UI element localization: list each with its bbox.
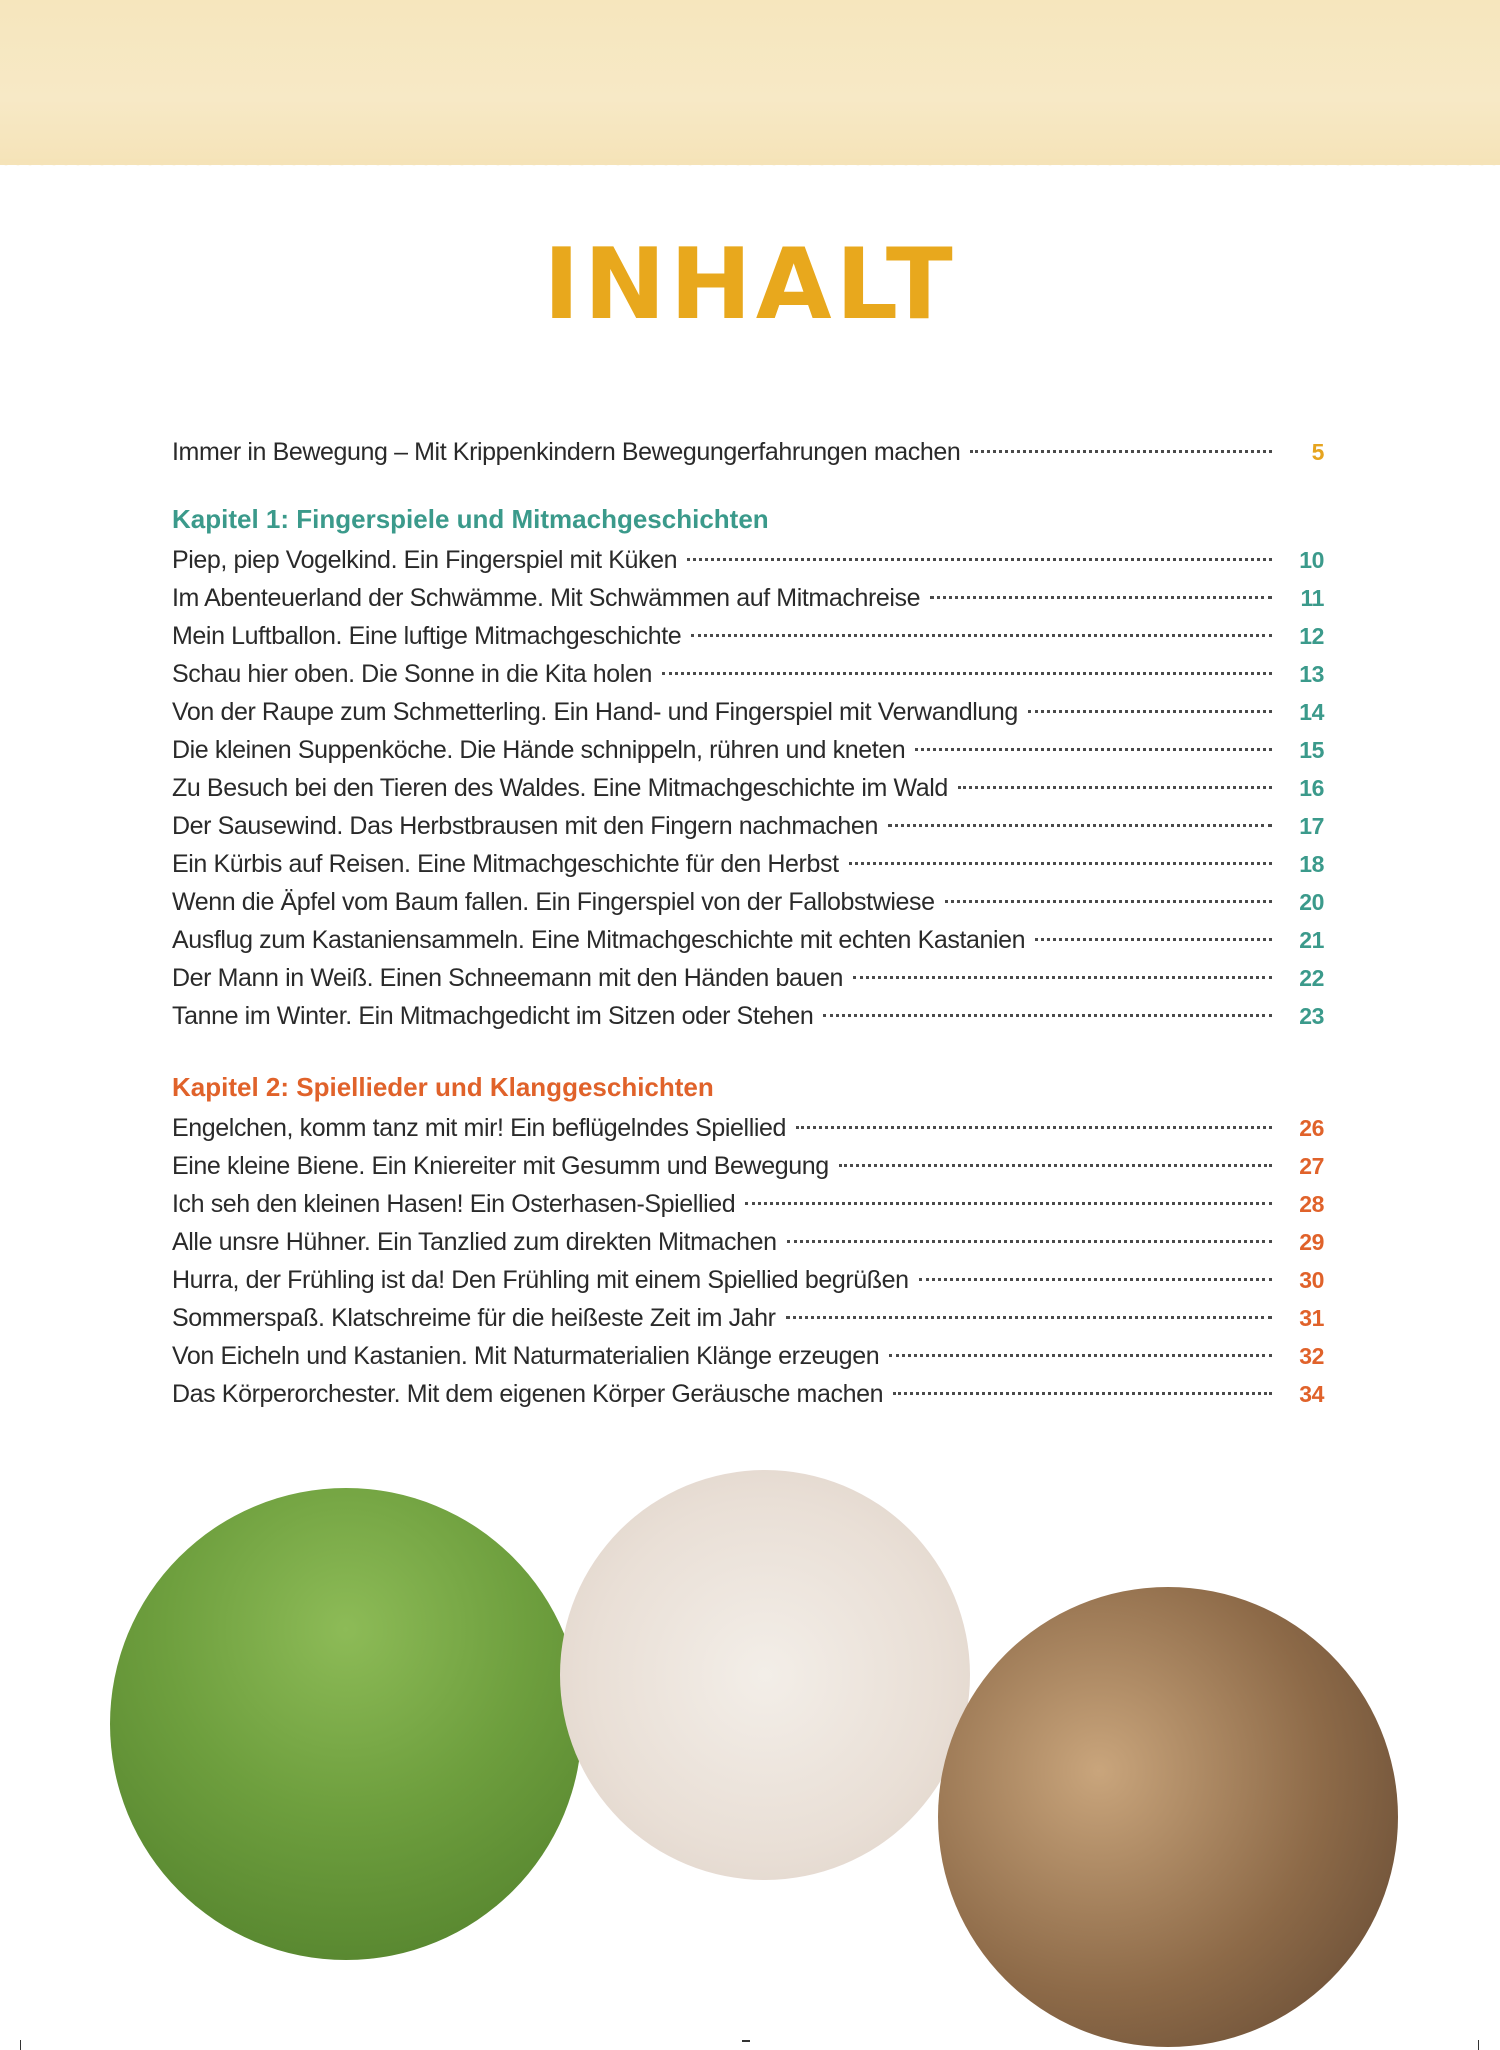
toc-entry-title: Hurra, der Frühling ist da! Den Frühling mit einem Spiellied begrüßen <box>172 1266 909 1294</box>
toc-entry[interactable] <box>172 1223 1324 1261</box>
toc-entry[interactable] <box>172 1109 1324 1147</box>
toc-entry[interactable] <box>172 731 1324 769</box>
dot-leader <box>849 862 1272 865</box>
dot-leader <box>893 1392 1272 1395</box>
toc-entry-page: 29 <box>1299 1229 1324 1255</box>
toc-entry-page: 13 <box>1299 661 1324 687</box>
toc-entry-title: Das Körperorchester. Mit dem eigenen Körper Geräusche machen <box>172 1380 884 1408</box>
dot-leader <box>945 900 1272 903</box>
toc-entry-page: 32 <box>1299 1343 1324 1369</box>
toc-entry[interactable] <box>172 1337 1324 1375</box>
chapter-entry-list <box>172 1109 1324 1413</box>
toc-entry-title: Alle unsre Hühner. Ein Tanzlied zum direkten Mitmachen <box>172 1228 777 1256</box>
dot-leader <box>662 672 1272 675</box>
toc-entry-title: Im Abenteuerland der Schwämme. Mit Schwämmen auf Mitmachreise <box>172 584 921 612</box>
toc-entry-title: Ein Kürbis auf Reisen. Eine Mitmachgeschichte für den Herbst <box>172 850 839 878</box>
toc-entry-title: Ich seh den kleinen Hasen! Ein Osterhasen-Spiellied <box>172 1190 736 1218</box>
toc-entry[interactable] <box>172 769 1324 807</box>
chapter-2 <box>172 1065 1324 1413</box>
dot-leader <box>915 748 1272 751</box>
chapter-entry-list <box>172 541 1324 1035</box>
toc-entry-page: 27 <box>1299 1153 1324 1179</box>
dot-leader <box>889 1354 1272 1357</box>
toc-entry[interactable] <box>172 1185 1324 1223</box>
toc-entry-title: Tanne im Winter. Ein Mitmachgedicht im Sitzen oder Stehen <box>172 1002 814 1030</box>
toc-entry-intro[interactable] <box>172 433 1324 471</box>
toc-entry-title: Die kleinen Suppenköche. Die Hände schnippeln, rühren und kneten <box>172 736 906 764</box>
toc-entry-page: 14 <box>1299 699 1324 725</box>
toc-entry[interactable] <box>172 883 1324 921</box>
toc-entry-title: Von der Raupe zum Schmetterling. Ein Hand- und Fingerspiel mit Verwandlung <box>172 698 1018 726</box>
toc-entry-page: 34 <box>1299 1381 1324 1407</box>
toc-entry-title: Mein Luftballon. Eine luftige Mitmachgeschichte <box>172 622 682 650</box>
dot-leader <box>930 596 1272 599</box>
toc-entry-page: 30 <box>1299 1267 1324 1293</box>
dot-leader <box>823 1014 1272 1017</box>
dot-leader <box>839 1164 1272 1167</box>
dot-leader <box>888 824 1272 827</box>
toc-entry-page: 31 <box>1299 1305 1324 1331</box>
dot-leader <box>691 634 1272 637</box>
toc-entry-page: 5 <box>1311 439 1324 465</box>
toc-entry-page: 12 <box>1299 623 1324 649</box>
toc-entry-page: 17 <box>1299 813 1324 839</box>
toc-entry-page: 28 <box>1299 1191 1324 1217</box>
toc-entry[interactable] <box>172 541 1324 579</box>
toc-entry[interactable] <box>172 959 1324 997</box>
page-title: INHALT <box>543 228 957 342</box>
photo-baby-with-balls <box>110 1488 582 1960</box>
toc-entry[interactable] <box>172 921 1324 959</box>
toc-entry-title: Von Eicheln und Kastanien. Mit Naturmaterialien Klänge erzeugen <box>172 1342 880 1370</box>
toc-entry-title: Der Mann in Weiß. Einen Schneemann mit den Händen bauen <box>172 964 844 992</box>
toc-entry[interactable] <box>172 807 1324 845</box>
toc-entry-page: 11 <box>1300 585 1324 611</box>
toc-entry-title: Eine kleine Biene. Ein Kniereiter mit Gesumm und Bewegung <box>172 1152 829 1180</box>
toc-entry-page: 26 <box>1299 1115 1324 1141</box>
toc-entry-page: 10 <box>1299 547 1324 573</box>
toc-entry-title: Wenn die Äpfel vom Baum fallen. Ein Fingerspiel von der Fallobstwiese <box>172 888 935 916</box>
toc-entry-title: Der Sausewind. Das Herbstbrausen mit den Fingern nachmachen <box>172 812 878 840</box>
toc-entry-title: Schau hier oben. Die Sonne in die Kita holen <box>172 660 652 688</box>
dot-leader <box>687 558 1272 561</box>
table-of-contents <box>172 433 1324 1413</box>
dot-leader <box>787 1240 1272 1243</box>
crop-mark <box>20 2040 21 2050</box>
dot-leader <box>970 450 1272 453</box>
dot-leader <box>1035 938 1272 941</box>
toc-entry[interactable] <box>172 617 1324 655</box>
toc-entry[interactable] <box>172 997 1324 1035</box>
dot-leader <box>919 1278 1272 1281</box>
toc-entry[interactable] <box>172 693 1324 731</box>
toc-entry[interactable] <box>172 1147 1324 1185</box>
dot-leader <box>786 1316 1272 1319</box>
toc-entry-page: 22 <box>1299 965 1324 991</box>
toc-entry[interactable] <box>172 655 1324 693</box>
crop-mark <box>1478 2040 1479 2050</box>
dot-leader <box>958 786 1272 789</box>
toc-entry-title: Zu Besuch bei den Tieren des Waldes. Eine Mitmachgeschichte im Wald <box>172 774 948 802</box>
toc-entry[interactable] <box>172 579 1324 617</box>
toc-entry-title: Ausflug zum Kastaniensammeln. Eine Mitmachgeschichte mit echten Kastanien <box>172 926 1026 954</box>
toc-entry-page: 20 <box>1299 889 1324 915</box>
photo-child-in-tunnel <box>560 1470 970 1880</box>
toc-entry-page: 18 <box>1299 851 1324 877</box>
dot-leader <box>796 1126 1272 1129</box>
toc-entry[interactable] <box>172 845 1324 883</box>
dot-leader <box>1028 710 1272 713</box>
toc-entry-page: 15 <box>1299 737 1324 763</box>
toc-entry-title: Piep, piep Vogelkind. Ein Fingerspiel mit Küken <box>172 546 678 574</box>
toc-entry[interactable] <box>172 1299 1324 1337</box>
chapter-1 <box>172 497 1324 1035</box>
toc-entry-page: 23 <box>1299 1003 1324 1029</box>
toc-entry-title: Engelchen, komm tanz mit mir! Ein beflügelndes Spiellied <box>172 1114 787 1142</box>
toc-entry[interactable] <box>172 1261 1324 1299</box>
toc-entry-title: Immer in Bewegung – Mit Krippenkindern Bewegungerfahrungen machen <box>172 438 961 466</box>
toc-entry-page: 16 <box>1299 775 1324 801</box>
photo-baby-clapping <box>938 1587 1398 2047</box>
chapter-heading[interactable]: Kapitel 2: Spiellieder und Klanggeschichten <box>172 1072 714 1102</box>
chapter-heading[interactable]: Kapitel 1: Fingerspiele und Mitmachgeschichten <box>172 504 769 534</box>
dot-leader <box>745 1202 1272 1205</box>
toc-entry-page: 21 <box>1299 927 1324 953</box>
dot-leader <box>853 976 1272 979</box>
header-band <box>0 0 1500 165</box>
toc-entry[interactable] <box>172 1375 1324 1413</box>
toc-entry-title: Sommerspaß. Klatschreime für die heißeste Zeit im Jahr <box>172 1304 776 1332</box>
crop-mark <box>742 2040 750 2042</box>
